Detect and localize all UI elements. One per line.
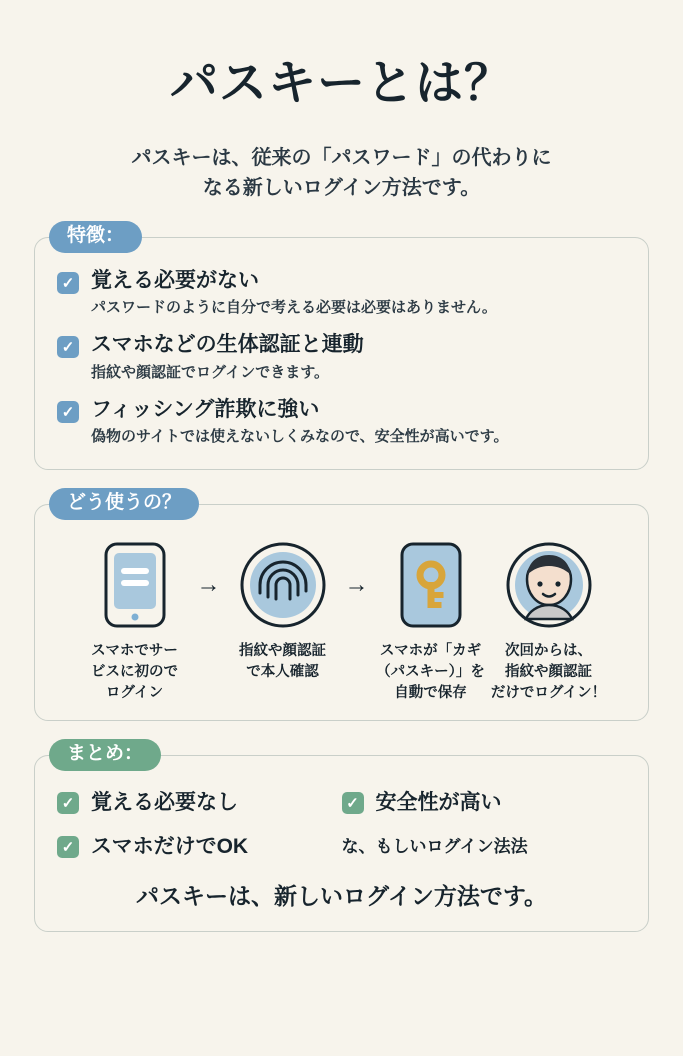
feature-description: 偽物のサイトでは使えないしくみなので、安全性が高いです。	[91, 427, 509, 445]
phone-service-icon	[104, 539, 166, 631]
summary-item	[57, 830, 342, 860]
caption-line: ビスに初ので	[91, 663, 178, 680]
caption-line: ログイン	[105, 684, 164, 701]
howto-step	[76, 539, 194, 704]
check-icon: ✓	[342, 792, 364, 814]
features-label: 特徴：	[49, 221, 142, 253]
page-subtitle-line1: パスキーは、従来の「パスワード」の代わりに	[131, 147, 552, 170]
caption-line: だけでログイン！	[490, 684, 607, 701]
fingerprint-icon	[240, 539, 326, 631]
caption-line: で本人確認	[246, 663, 319, 680]
feature-item	[57, 268, 626, 318]
check-icon: ✓	[57, 336, 79, 358]
howto-step	[372, 539, 490, 704]
summary-item-label: 安全性が高い	[375, 790, 502, 814]
howto-step-caption	[239, 641, 326, 683]
features-section	[34, 225, 649, 470]
howto-step-caption	[91, 641, 178, 704]
howto-step	[490, 539, 608, 704]
feature-description: 指紋や顔認証でログインできます。	[91, 363, 330, 381]
howto-step-caption	[491, 641, 606, 704]
caption-line: 次回からは、	[505, 642, 592, 659]
page-subtitle	[34, 143, 649, 203]
caption-line: 指紋や顔認証	[505, 663, 592, 680]
howto-step	[224, 539, 342, 683]
summary-note-label: な、もしいログイン法法	[341, 837, 528, 857]
caption-line: 指紋や顔認証	[239, 642, 326, 659]
summary-label: まとめ：	[49, 739, 161, 771]
check-icon: ✓	[57, 401, 79, 423]
caption-line: （パスキー）」を	[376, 663, 485, 680]
summary-note	[342, 830, 627, 860]
caption-line: 自動で保存	[394, 684, 467, 701]
summary-item	[342, 786, 627, 816]
howto-section	[34, 491, 649, 721]
howto-label: どう使うの？	[49, 488, 199, 520]
feature-heading: 覚える必要がない	[91, 269, 259, 293]
user-face-icon	[506, 539, 592, 631]
check-icon: ✓	[57, 272, 79, 294]
feature-heading: スマホなどの生体認証と連動	[91, 333, 364, 357]
feature-heading: フィッシング詐欺に強い	[91, 397, 320, 421]
feature-description: パスワードのように自分で考える必要は必要はありません。	[91, 299, 497, 317]
summary-final-message: パスキーは、新しいログイン方法です。	[135, 882, 547, 909]
feature-item	[57, 397, 626, 447]
phone-key-icon	[400, 539, 462, 631]
howto-step-caption	[376, 641, 485, 704]
summary-item	[57, 786, 342, 816]
howto-flow	[51, 539, 632, 704]
summary-grid	[57, 786, 626, 874]
summary-section	[34, 742, 649, 932]
check-icon: ✓	[57, 836, 79, 858]
caption-line: スマホが「カギ	[379, 642, 482, 659]
page-title: パスキーとは？	[169, 57, 513, 111]
infographic-page	[0, 32, 683, 1056]
flow-arrow-icon: →	[344, 570, 369, 598]
summary-item-label: 覚える必要なし	[91, 790, 238, 814]
feature-item	[57, 332, 626, 382]
check-icon: ✓	[57, 792, 79, 814]
caption-line: スマホでサー	[91, 642, 178, 659]
flow-arrow-icon: →	[196, 570, 221, 598]
page-subtitle-line2: なる新しいログイン方法です。	[202, 177, 481, 200]
summary-item-label: スマホだけでOK	[91, 834, 249, 858]
